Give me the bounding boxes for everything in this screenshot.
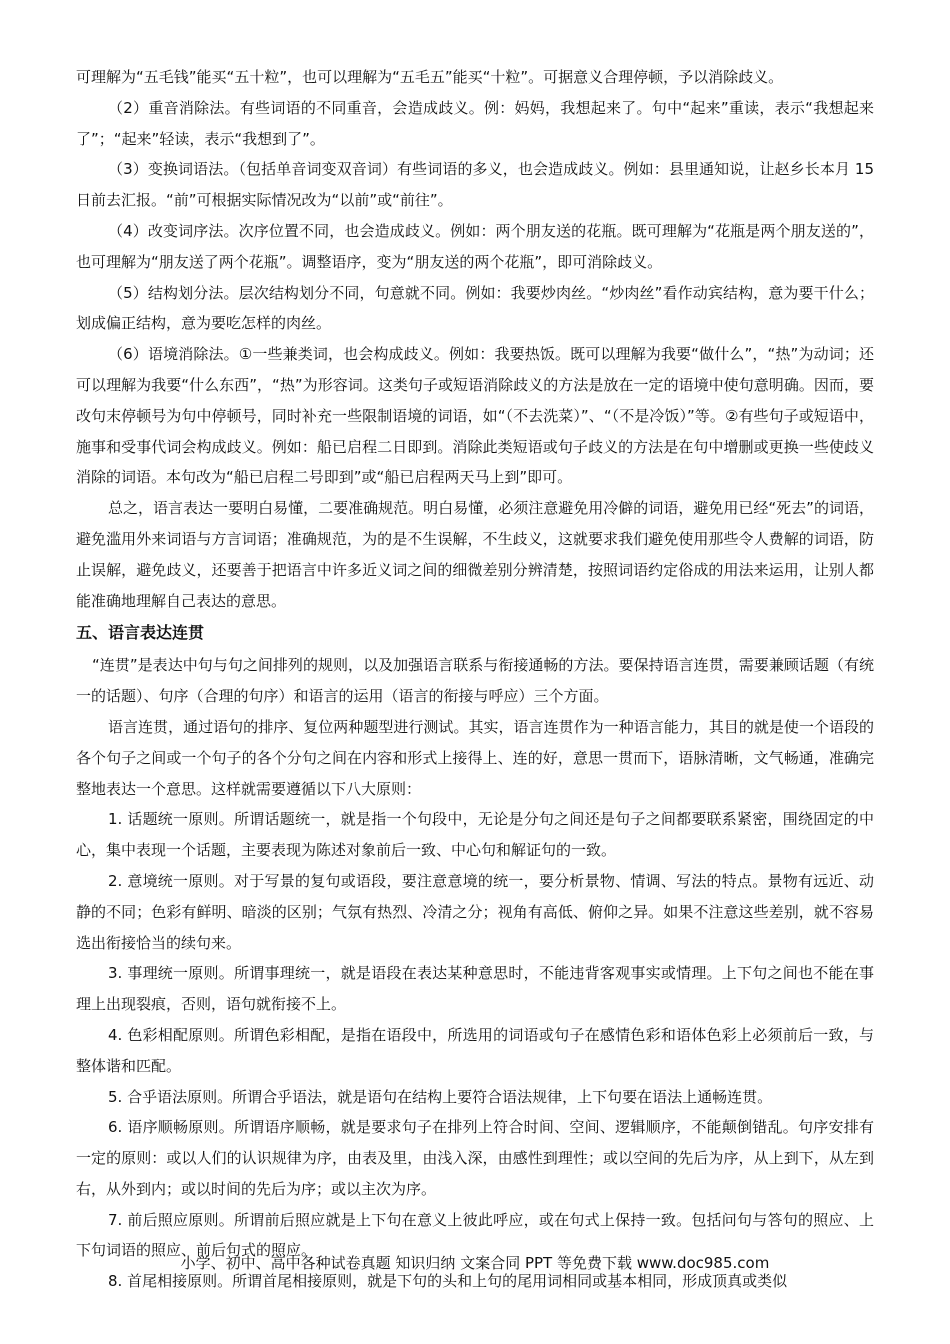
principle-4: 4. 色彩相配原则。所谓色彩相配，是指在语段中，所选用的词语或句子在感情色彩和语体色彩上必须前后一致，与整体谐和匹配。 bbox=[76, 1025, 874, 1075]
paragraph-method-2: （2）重音消除法。有些词语的不同重音，会造成歧义。例：妈妈，我想起来了。句中“起来”重读，表示“我想起来了”；“起来”轻读，表示“我想到了”。 bbox=[76, 98, 874, 148]
principle-5: 5. 合乎语法原则。所谓合乎语法，就是语句在结构上要符合语法规律，上下句要在语法上通畅连贯。 bbox=[108, 1087, 773, 1106]
paragraph-coherence-test: 语言连贯，通过语句的排序、复位两种题型进行测试。其实，语言连贯作为一种语言能力，其目的就是使一个语段的各个句子之间或一个句子的各个分句之间在内容和形式上接得上、连的好，意思一贯而下，语脉清晰，文气畅通，准确完整地表达一个意思。这样就需要遵循以下八大原则： bbox=[76, 717, 874, 798]
paragraph-coherence-intro: “连贯”是表达中句与句之间排列的规则，以及加强语言联系与衔接通畅的方法。要保持语言连贯，需要兼顾话题（有统一的话题）、句序（合理的句序）和语言的运用（语言的衔接与呼应）三个方面。 bbox=[76, 656, 874, 706]
document-page bbox=[76, 62, 874, 1297]
paragraph-method-6: （6）语境消除法。①一些兼类词，也会构成歧义。例如：我要热饭。既可以理解为我要“做什么”，“热”为动词；还可以理解为我要“什么东西”，“热”为形容词。这类句子或短语消除歧义的方法是放在一定的语境中使句意明确。因而，要改句末停顿号为句中停顿号，同时补充一些限制语境的词语，如“（不去洗菜）”、“（不是冷饭）”等。②有些句子或短语中，施事和受事代词会构成歧义。例如：船已启程二日即到。消除此类短语或句子歧义的方法是在句中增删或更换一些使歧义消除的词语。本句改为“船已启程二号即到”或“船已启程两天马上到”即可。 bbox=[76, 345, 874, 487]
section-heading: 五、语言表达连贯 bbox=[76, 623, 205, 643]
paragraph-method-5: （5）结构划分法。层次结构划分不同，句意就不同。例如：我要炒肉丝。“炒肉丝”看作动宾结构，意为要干什么；划成偏正结构，意为要吃怎样的肉丝。 bbox=[76, 283, 874, 333]
principle-6: 6. 语序顺畅原则。所谓语序顺畅，就是要求句子在排列上符合时间、空间、逻辑顺序，不能颠倒错乱。句序安排有一定的原则：或以人们的认识规律为序，由表及里，由浅入深，由感性到理性；或以空间的先后为序，从上到下，从左到右，从外到内；或以时间的先后为序；或以主次为序。 bbox=[76, 1118, 874, 1198]
paragraph-summary: 总之，语言表达一要明白易懂，二要准确规范。明白易懂，必须注意避免用冷僻的词语，避免用已经“死去”的词语，避免滥用外来词语与方言词语；准确规范，为的是不生误解，不生歧义，这就要求我们避免使用那些令人费解的词语，防止误解，避免歧义，还要善于把语言中许多近义词之间的细微差别分辨清楚，按照词语约定俗成的用法来运用，让别人都能准确地理解自己表达的意思。 bbox=[76, 499, 874, 610]
principle-1: 1. 话题统一原则。所谓话题统一，就是指一个句段中，无论是分句之间还是句子之间都要联系紧密，围绕固定的中心，集中表现一个话题，主要表现为陈述对象前后一致、中心句和解证句的一致。 bbox=[76, 810, 874, 860]
page-footer: 小学、初中、高中各种试卷真题 知识归纳 文案合同 PPT 等免费下载 www.doc985.com bbox=[180, 1254, 770, 1272]
principle-2: 2. 意境统一原则。对于写景的复句或语段，要注意意境的统一，要分析景物、情调、写法的特点。景物有远近、动静的不同；色彩有鲜明、暗淡的区别；气氛有热烈、冷清之分；视角有高低、俯仰之异。如果不注意这些差别，就不容易选出衔接恰当的续句来。 bbox=[76, 871, 874, 952]
paragraph-method-4: （4）改变词序法。次序位置不同，也会造成歧义。例如：两个朋友送的花瓶。既可理解为“花瓶是两个朋友送的”，也可理解为“朋友送了两个花瓶”。调整语序，变为“朋友送的两个花瓶”，即可消除歧义。 bbox=[76, 221, 874, 271]
principle-8: 8. 首尾相接原则。所谓首尾相接原则，就是下句的头和上句的尾用词相同或基本相同，形成顶真或类似 bbox=[108, 1272, 788, 1291]
principle-3: 3. 事理统一原则。所谓事理统一，就是语段在表达某种意思时，不能违背客观事实或情理。上下句之间也不能在事理上出现裂痕，否则，语句就衔接不上。 bbox=[76, 964, 874, 1014]
principle-7: 7. 前后照应原则。所谓前后照应就是上下句在意义上彼此呼应，或在句式上保持一致。包括问句与答句的照应、上下句词语的照应、前后句式的照应。 bbox=[76, 1210, 874, 1260]
paragraph-continued: 可理解为“五毛钱”能买“五十粒”，也可以理解为“五毛五”能买“十粒”。可据意义合理停顿，予以消除歧义。 bbox=[76, 68, 784, 86]
paragraph-method-3: （3）变换词语法。（包括单音词变双音词）有些词语的多义，也会造成歧义。例如：县里通知说，让赵乡长本月 15 日前去汇报。“前”可根据实际情况改为“以前”或“前往”。 bbox=[76, 160, 874, 210]
